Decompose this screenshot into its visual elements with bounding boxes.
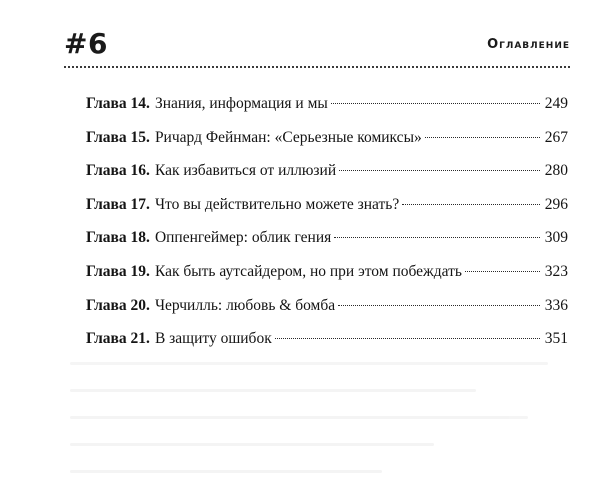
toc-entry xyxy=(86,262,568,296)
toc-entry-title: Знания, информация и мы xyxy=(154,95,328,112)
toc-entry-title: Ричард Фейнман: «Серьезные комиксы» xyxy=(154,128,422,146)
header-divider xyxy=(64,66,570,68)
toc-entry-page-number: 351 xyxy=(544,330,568,348)
toc-entry-page-number: 309 xyxy=(544,229,568,247)
toc-entry-title: Черчилль: любовь & бомба xyxy=(154,296,336,314)
toc-entry xyxy=(86,94,568,128)
toc-entry-title: Как быть аутсайдером, но при этом побеждать xyxy=(154,262,462,280)
toc-entry-title: Оппенгеймер: облик гения xyxy=(154,229,332,247)
toc-entry-page-number: 336 xyxy=(544,296,568,314)
toc-entry-page-number: 280 xyxy=(544,162,568,180)
toc-entry-chapter-label: Глава 20. xyxy=(86,296,150,314)
toc-entry xyxy=(86,195,568,229)
toc-dot-leader xyxy=(334,237,540,238)
toc-entry-chapter-label: Глава 14. xyxy=(86,95,150,112)
toc-entry-title: В защиту ошибок xyxy=(154,330,272,348)
toc-entry xyxy=(86,161,568,195)
toc-entry-chapter-label: Глава 19. xyxy=(86,262,150,280)
toc-dot-leader xyxy=(275,338,540,339)
toc-entry-chapter-label: Глава 18. xyxy=(86,229,150,247)
toc-dot-leader xyxy=(338,305,540,306)
toc-dot-leader xyxy=(465,271,540,272)
toc-dot-leader xyxy=(425,137,540,138)
toc-entry xyxy=(86,228,568,262)
toc-entry-title: Как избавиться от иллюзий xyxy=(154,162,337,180)
toc-entry xyxy=(86,128,568,162)
toc-entry-page-number: 323 xyxy=(544,262,568,280)
table-of-contents xyxy=(86,94,568,363)
toc-dot-leader xyxy=(331,103,540,104)
chapter-number: #6 xyxy=(64,27,108,60)
show-through-texture xyxy=(70,362,590,500)
toc-entry-page-number: 267 xyxy=(544,128,568,146)
toc-entry xyxy=(86,329,568,363)
toc-entry-chapter-label: Глава 16. xyxy=(86,162,150,180)
toc-entry-chapter-label: Глава 21. xyxy=(86,330,150,348)
section-title: Оглавление xyxy=(487,37,570,52)
toc-entry-page-number: 296 xyxy=(544,195,568,213)
toc-dot-leader xyxy=(339,170,540,171)
toc-dot-leader xyxy=(402,204,540,205)
toc-entry-page-number: 249 xyxy=(544,95,568,112)
toc-entry-title: Что вы действительно можете знать? xyxy=(154,195,400,213)
toc-entry-chapter-label: Глава 15. xyxy=(86,128,150,146)
toc-entry-chapter-label: Глава 17. xyxy=(86,195,150,213)
toc-entry xyxy=(86,296,568,330)
